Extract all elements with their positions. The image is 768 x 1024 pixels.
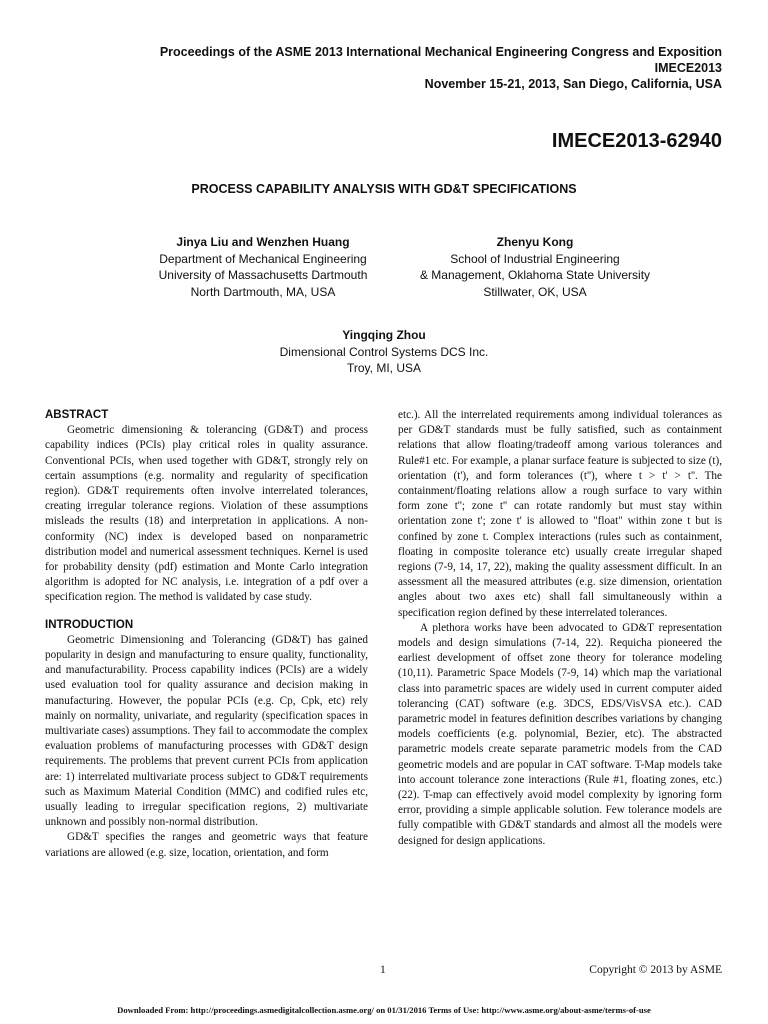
- author-affiliation: & Management, Oklahoma State University: [419, 268, 651, 282]
- author-affiliation: Department of Mechanical Engineering: [159, 251, 367, 266]
- paper-title: PROCESS CAPABILITY ANALYSIS WITH GD&T SPECIFICATIONS: [191, 182, 577, 196]
- abstract-text: Geometric dimensioning & tolerancing (GD&T) and process capability indices (PCIs) play critical roles in quality assurance. Conventional PCIs, when used together with GD&T, strongly rely on certain assumptions (e.g. normality and regularity of specification region). GD&T requirements often involve interrelated tolerances, creating irregular tolerance regions. Violation of these assumptions misleads the results (18) and interpretation in applications. A non-conformity (NC) index is developed based on nonparametric distribution model and numerical assessment techniques. Kernel is used for probability density (pdf) estimation and Monte Carlo integration algorithm is adopted for NC analysis, i.e. integration of a pdf over a specification region. The method is validated by case study.: [45, 424, 368, 604]
- right-column: [398, 408, 722, 849]
- conference-proceedings-line: Proceedings of the ASME 2013 International Mechanical Engineering Congress and Exposition: [159, 45, 722, 59]
- author-address: Troy, MI, USA: [346, 361, 421, 375]
- author-name: Zhenyu Kong: [496, 235, 574, 249]
- author-affiliation: School of Industrial Engineering: [450, 251, 620, 266]
- conference-date-location: November 15-21, 2013, San Diego, California, USA: [424, 77, 722, 91]
- introduction-paragraph-1: Geometric Dimensioning and Tolerancing (GD&T) has gained popularity in design and manufacturing to ensure quality, functionality, and manufacturability. Process capability indices (PCIs) are a widely used evaluation tool for quality assurance and decision making in manufacturing. However, the popular PCIs (e.g. Cp, Cpk, etc) rely mainly on normality, univariate, and regularity (specification spaces in multivariate cases) assumptions. They fail to accommodate the complex evaluation problems of manufacturing processes with GD&T design requirements. The problems that prevent current PCIs from application are: 1) interrelated multivariate process subject to GD&T requirements such as Maximum Material Condition (MMC) and codified rules etc, usually leading to irregular specification regions, 2) multivariate unknown and possibly non-normal distribution.: [45, 633, 368, 829]
- author-block-1: [122, 234, 404, 300]
- conference-acronym: IMECE2013: [654, 61, 722, 75]
- left-column: [45, 408, 368, 861]
- author-name: Jinya Liu and Wenzhen Huang: [176, 235, 350, 249]
- body-paragraph-1: etc.). All the interrelated requirements among individual tolerances as per GD&T standards must be fully satisfied, such as containment relations that allow floating/tradeoff among various tolerances and Rule#1 etc. For example, a planar surface feature is subjected to size (t), orientation (t'), and form tolerances (t''), where t > t' > t''. The containment/floating relations allow a rough surface to vary within form zone t''; zone t'' can rotate randomly but must stay within orientation zone t'; zone t' is allowed to "float" within zone t but is confined by zone t. Complex interactions (rules such as containment, floating in composite tolerance etc) usually create irregular shaped regions (7-9, 14, 17, 22), making the quality assessment difficult. In an assessment all the measured attributes (e.g. size dimension, orientation angles about two axes etc) shall fall simultaneously within a specification region defined by these interrelated tolerances.: [398, 409, 722, 619]
- author-affiliation: Dimensional Control Systems DCS Inc.: [279, 344, 489, 359]
- abstract-heading: ABSTRACT: [45, 409, 109, 421]
- introduction-paragraph-2: GD&T specifies the ranges and geometric ways that feature variations are allowed (e.g. size, location, orientation, and form: [45, 831, 368, 859]
- page-number: 1: [380, 964, 386, 976]
- body-paragraph-2: A plethora works have been advocated to GD&T representation models and design simulations (7-14, 22). Requicha pioneered the earliest development of offset zone theory for tolerance modeling (10,11). Parametric Space Models (7-9, 14) which map the variational class into parametric spaces are widely used in current computer aided tolerancing (CAT) software (e.g. 3DCS, EDS/VisVSA etc.). CAD parametric model in features definition describes variations by changing models coefficients (e.g. polynomial, Bezier, etc). The abstracted parametric models create separate parametric models from the CAD geometric models and are popular in CAT software. T-Map models take into account tolerance zone interactions (Rule #1, floating zones, etc.) (22). T-map can effectively avoid model complexity by ignoring form error, providing a simple applicable solution. Few tolerance models are fully compatible with GD&T standards and almost all the models were designed for design applications.: [398, 621, 722, 847]
- author-block-2: [390, 234, 680, 300]
- author-affiliation: University of Massachusetts Dartmouth: [158, 268, 368, 282]
- introduction-heading: INTRODUCTION: [45, 618, 134, 631]
- copyright-notice: Copyright © 2013 by ASME: [589, 964, 722, 976]
- author-address: North Dartmouth, MA, USA: [190, 284, 336, 299]
- download-notice: Downloaded From: http://proceedings.asmedigitalcollection.asme.org/ on 01/31/2016 Terms of Use: http://www.asme.org/about-asme/terms-of-use: [117, 1005, 651, 1015]
- author-block-3: [234, 327, 534, 377]
- author-name: Yingqing Zhou: [342, 328, 426, 342]
- paper-id: IMECE2013-62940: [551, 130, 722, 152]
- author-address: Stillwater, OK, USA: [483, 284, 587, 299]
